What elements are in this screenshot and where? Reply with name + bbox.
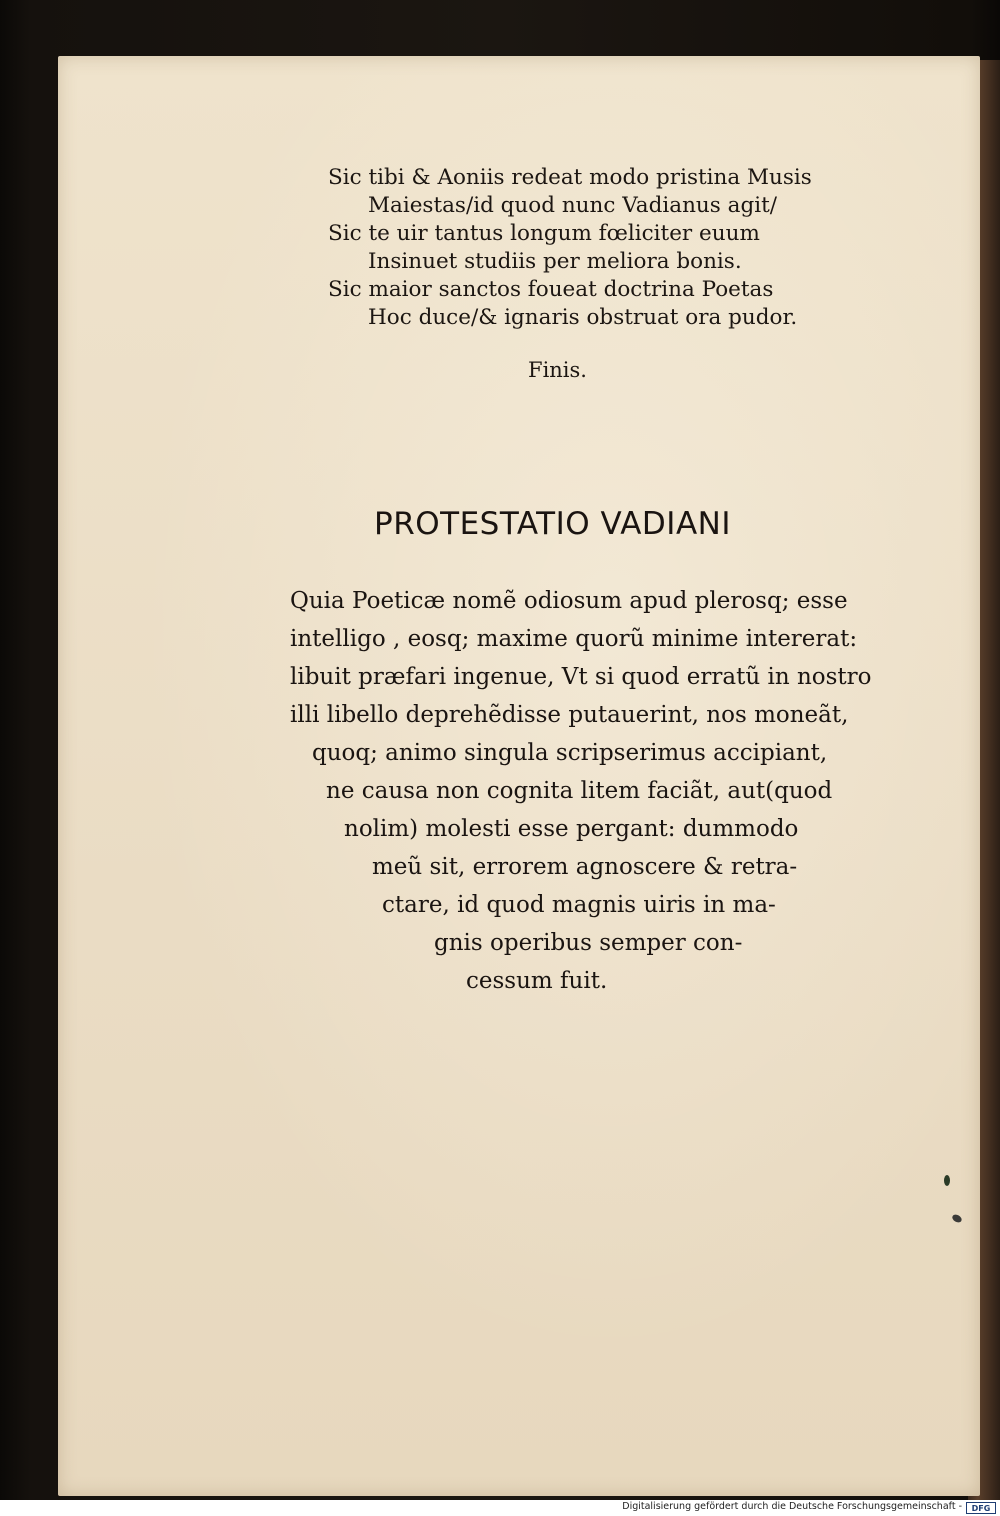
prose-line: cessum fuit. [466, 968, 608, 994]
prose-line: ne causa non cognita litem faciãt, aut(quod [326, 778, 833, 804]
prose-line: meũ sit, errorem agnoscere & retra- [372, 854, 798, 880]
prose-line: gnis operibus semper con- [434, 930, 743, 956]
verse-line: Sic maior sanctos foueat doctrina Poetas [328, 277, 774, 302]
prose-line: libuit præfari ingenue, Vt si quod erratũ in nostro [290, 664, 872, 690]
digitization-footer [0, 1500, 1000, 1516]
prose-line: Quia Poeticæ nomẽ odiosum apud plerosq; esse [290, 588, 848, 614]
dfg-logo: DFG [966, 1502, 996, 1514]
funding-credit: Digitalisierung gefördert durch die Deutsche Forschungsgemeinschaft - [622, 1501, 962, 1512]
prose-line: quoq; animo singula scripserimus accipiant, [312, 740, 828, 766]
verse-line: Sic tibi & Aoniis redeat modo pristina Musis [328, 165, 812, 190]
verse-line: Sic te uir tantus longum fœliciter euum [328, 221, 760, 246]
verse-line: Insinuet studiis per meliora bonis. [368, 249, 742, 274]
prose-block [270, 582, 930, 1000]
verse-line: Maiestas/id quod nunc Vadianus agit/ [368, 193, 777, 218]
prose-line: illi libello deprehẽdisse putauerint, nos moneãt, [290, 702, 849, 728]
ink-stain [944, 1175, 950, 1186]
section-heading: PROTESTATIO VADIANI [374, 506, 731, 542]
finis-label: Finis. [528, 358, 587, 382]
verse-block [328, 164, 888, 332]
prose-line: intelligo , eosq; maxime quorũ minime intererat: [290, 626, 858, 652]
prose-line: nolim) molesti esse pergant: dummodo [344, 816, 799, 842]
verse-line: Hoc duce/& ignaris obstruat ora pudor. [368, 305, 798, 330]
prose-line: ctare, id quod magnis uiris in ma- [382, 892, 776, 918]
